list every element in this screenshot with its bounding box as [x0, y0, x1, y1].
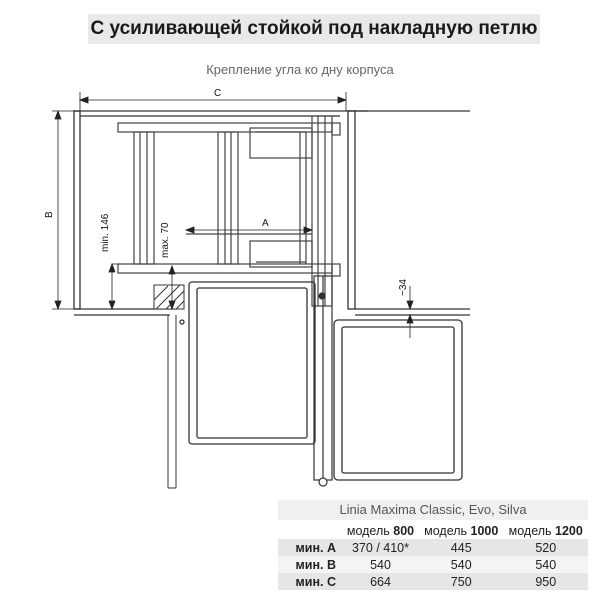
dimension-a [186, 227, 312, 233]
dim-label-c: C [214, 88, 222, 99]
table-cell: 445 [419, 539, 504, 556]
left-wall [74, 111, 80, 309]
table-cell: 664 [342, 573, 419, 590]
spec-col-header: модель 800 [342, 522, 419, 539]
spec-col-header: модель 1200 [503, 522, 588, 539]
row-label: мин. A [278, 539, 342, 556]
left-door [168, 282, 315, 488]
hatched-block [154, 285, 184, 309]
row-label: мин. B [278, 556, 342, 573]
spec-table [278, 522, 588, 590]
mechanism-frame [118, 116, 340, 306]
diagram-subtitle: Крепление угла ко дну корпуса [206, 62, 394, 77]
table-row [278, 539, 588, 556]
spec-caption: Linia Maxima Classic, Evo, Silva [278, 500, 588, 520]
dimension-c [80, 92, 346, 111]
table-row [278, 556, 588, 573]
dimension-b [52, 111, 74, 309]
page-title: С усиливающей стойкой под накладную петлю [90, 18, 538, 39]
right-wall-inner [348, 111, 355, 309]
dim-label-a: A [262, 218, 269, 229]
dim-label-max70: max. 70 [160, 222, 171, 258]
cabinet-walls [74, 111, 470, 315]
right-door [334, 320, 462, 480]
spec-col-header: модель 1000 [419, 522, 504, 539]
center-post [314, 276, 332, 486]
table-cell: 540 [342, 556, 419, 573]
table-cell: 750 [419, 573, 504, 590]
table-cell: 540 [419, 556, 504, 573]
row-label: мин. C [278, 573, 342, 590]
table-row [278, 573, 588, 590]
dim-label-min146: min. 146 [100, 213, 111, 252]
dimension-min146 [109, 264, 118, 309]
dim-label-b: B [44, 211, 55, 218]
table-cell: 520 [503, 539, 588, 556]
table-cell: 370 / 410* [342, 539, 419, 556]
table-cell: 950 [503, 573, 588, 590]
spec-header-row [278, 522, 588, 539]
spec-table-wrapper [278, 500, 588, 590]
table-cell: 540 [503, 556, 588, 573]
dim-label-34: ~34 [398, 279, 409, 296]
